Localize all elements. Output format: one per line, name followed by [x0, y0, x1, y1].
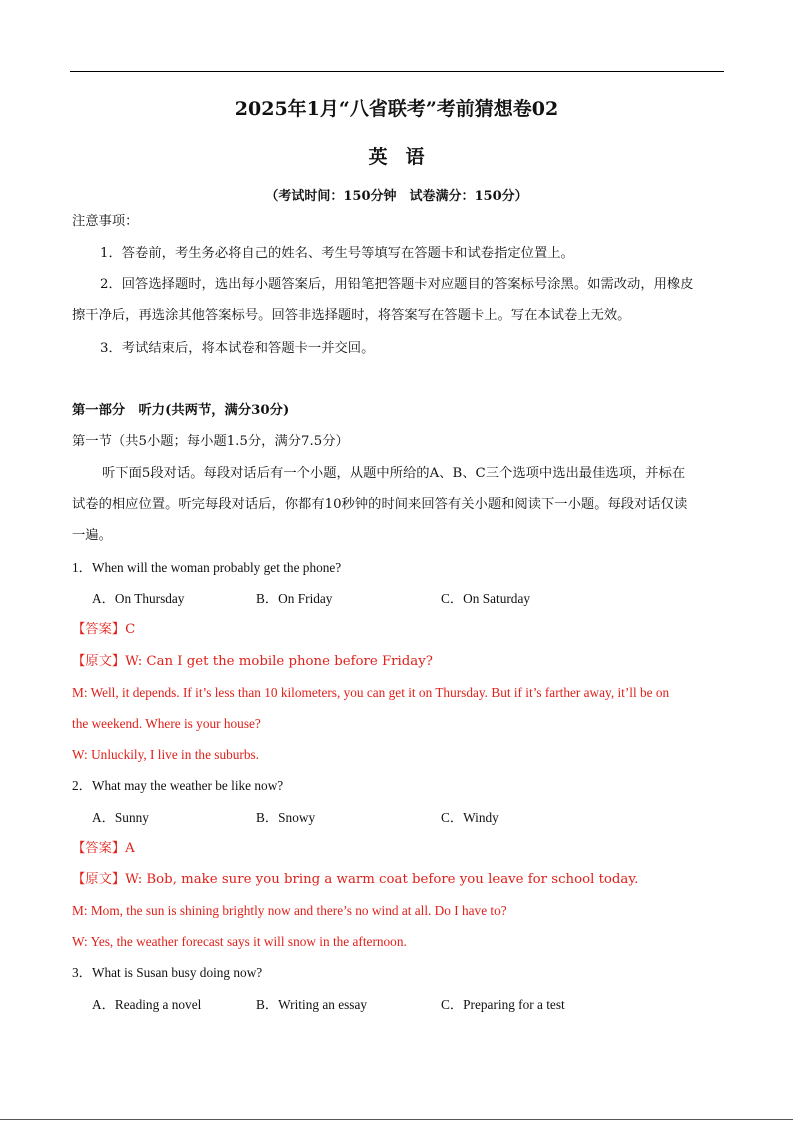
q2-option-c: C．Windy [441, 810, 499, 825]
q2-transcript-line-3: W: Yes, the weather forecast says it will snow in the afternoon. [72, 934, 407, 949]
note-item-3: 3．考试结束后，将本试卷和答题卡一并交回。 [100, 341, 375, 356]
q1-answer: 【答案】C [72, 622, 136, 637]
q1-transcript-line-2: M: Well, it depends. If it’s less than 10 kilometers, you can get it on Thursday. But if it’s farther away, it’ll be on [72, 685, 670, 700]
q3-option-c: C．Preparing for a test [441, 997, 565, 1012]
q1-option-c: C．On Saturday [441, 591, 531, 606]
instructions-line-1: 听下面5段对话。每段对话后有一个小题，从题中所给的A、B、C三个选项中选出最佳选项，并标在 [102, 466, 686, 481]
q3-option-a: A．Reading a novel [92, 997, 202, 1012]
question-2: 2．What may the weather be like now? [72, 778, 284, 793]
q2-answer: 【答案】A [72, 841, 135, 856]
q1-transcript-line-3: the weekend. Where is your house? [72, 716, 261, 731]
instructions-line-3: 一遍。 [72, 528, 112, 543]
notes-heading: 注意事项： [72, 214, 139, 229]
q1-option-b: B．On Friday [256, 591, 333, 606]
note-item-1: 1．答卷前，考生务必将自己的姓名、考生号等填写在答题卡和试卷指定位置上。 [100, 246, 574, 261]
question-3: 3．What is Susan busy doing now? [72, 965, 263, 980]
page-bottom-rule [0, 1119, 793, 1120]
q2-option-b: B．Snowy [256, 810, 316, 825]
q1-option-a: A．On Thursday [92, 591, 185, 606]
header-rule [70, 71, 724, 72]
note-item-2-line-1: 2．回答选择题时，选出每小题答案后，用铅笔把答题卡对应题目的答案标号涂黑。如需改动，用橡皮 [100, 277, 694, 292]
paper-title: 2025年1月“八省联考”考前猜想卷02 [234, 98, 559, 120]
q2-option-a: A．Sunny [92, 810, 149, 825]
q1-transcript-line-4: W: Unluckily, I live in the suburbs. [72, 747, 259, 762]
question-1: 1．When will the woman probably get the phone? [72, 560, 342, 575]
q2-transcript-line-2: M: Mom, the sun is shining brightly now and there’s no wind at all. Do I have to? [72, 903, 507, 918]
q1-transcript-line-1: 【原文】W: Can I get the mobile phone before Friday? [72, 654, 433, 669]
note-item-2-line-2: 擦干净后，再选涂其他答案标号。回答非选择题时，将答案写在答题卡上。写在本试卷上无效。 [72, 308, 631, 323]
exam-info: （考试时间：150分钟 试卷满分：150分） [265, 189, 528, 204]
subject-title: 英语 [368, 146, 443, 168]
q3-option-b: B．Writing an essay [256, 997, 367, 1012]
part1-heading: 第一部分 听力(共两节，满分30分) [72, 403, 290, 418]
section1-heading: 第一节（共5小题；每小题1.5分，满分7.5分） [72, 434, 349, 449]
q2-transcript-line-1: 【原文】W: Bob, make sure you bring a warm coat before you leave for school today. [72, 872, 639, 887]
instructions-line-2: 试卷的相应位置。听完每段对话后，你都有10秒钟的时间来回答有关小题和阅读下一小题。每段对话仅读 [72, 497, 688, 512]
